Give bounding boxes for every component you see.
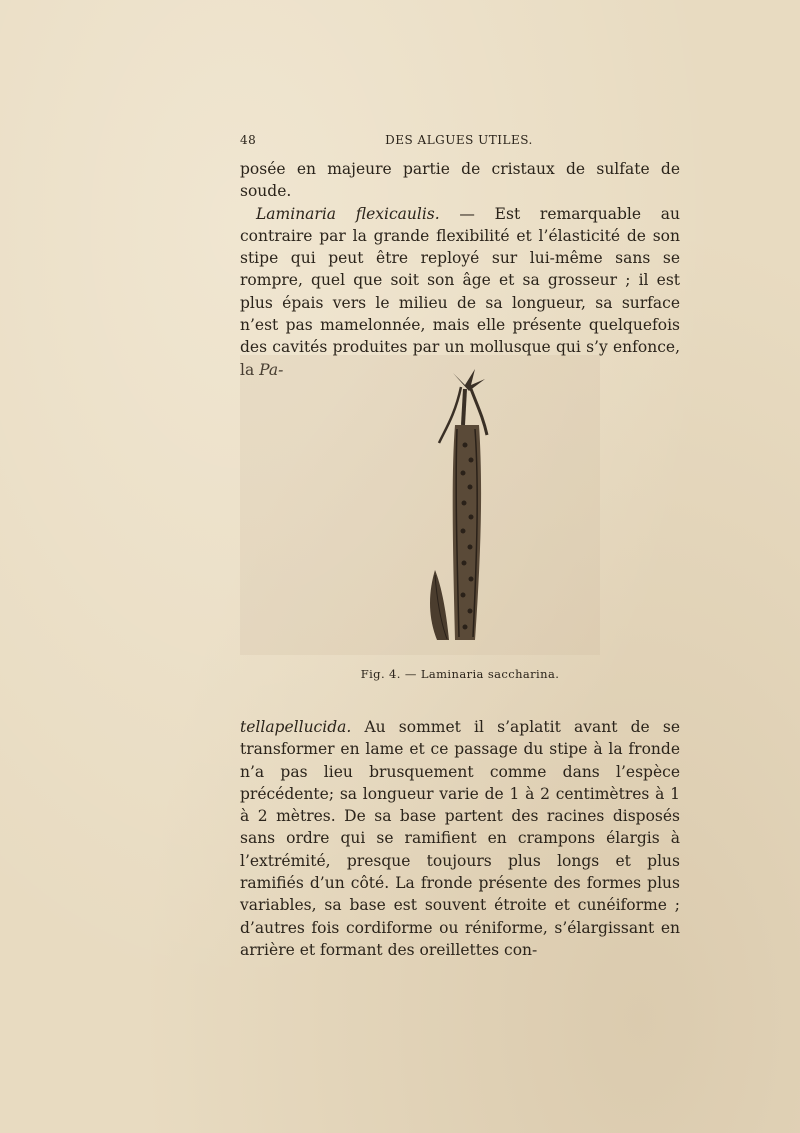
paragraph-continuation: posée en majeure partie de cristaux de sulfate de soude. — [240, 160, 680, 201]
italic-word-start: tellapellucida. — [240, 718, 352, 736]
paragraph-text-bottom: Au sommet il s’aplatit avant de se transformer en lame et ce passage du stipe à la fronde n’a pas lieu brusquement comme dans l’espèce précédente; sa longueur varie de 1 à 2 centimètres à 1 à 2 mètres. De sa base partent des racines disposés sans ordre qui se ramifient en crampons élargis à l’extrémité, presque toujours plus longs et plus ramifiés d’un côté. La fronde présente des formes plus variables, sa base est souvent étroite et cunéiforme ; d’autres fois cordiforme ou réniforme, s’élargissant en arrière et formant des oreillettes con- — [240, 718, 680, 959]
species-term: Laminaria flexicaulis. — [256, 204, 440, 223]
paragraph-text: — Est remarquable au contraire par la grande flexibilité et l’élasticité de son stipe qui peut être reployé sur lui-même sans se rompre, quel que soit son âge et sa grosseur ; il est plus épais vers le milieu de sa longueur, sa surface n’est pas mamelonnée, mais elle présente quelquefois des cavités produites par un mollusque qui s’y enfonce, la — [240, 204, 681, 379]
running-head: DES ALGUES UTILES. — [385, 133, 533, 147]
text-block-bottom — [240, 716, 680, 961]
figure-caption: Fig. 4. — Laminaria saccharina. — [360, 667, 560, 681]
bleed-through-shadow — [240, 355, 600, 655]
italic-word-break: Pa- — [259, 360, 284, 379]
figure — [240, 345, 680, 690]
laminaria-illustration — [425, 355, 505, 655]
page-header — [240, 133, 678, 153]
page-number: 48 — [240, 133, 257, 147]
paragraph-continuation-bottom — [240, 716, 680, 961]
